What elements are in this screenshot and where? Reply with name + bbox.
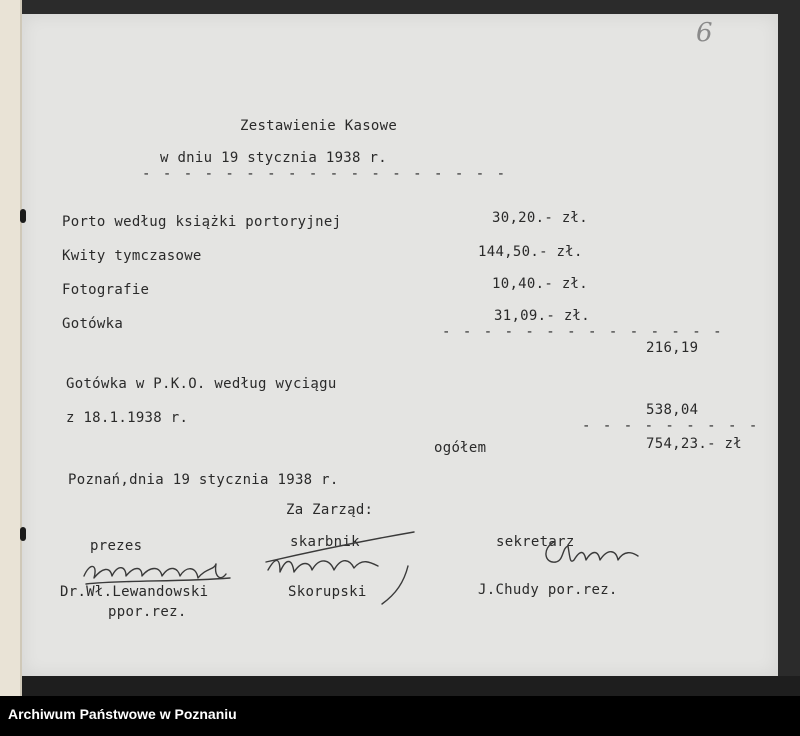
row-amount: 144,50.- zł.: [478, 244, 583, 260]
signatory-rank: ppor.rez.: [108, 604, 187, 620]
page-number: 6: [696, 18, 713, 48]
pko-date-line: z 18.1.1938 r.: [66, 410, 189, 426]
document-page: [22, 14, 778, 676]
scan-background: [22, 676, 800, 696]
divider-dashes: - - - - - - - - -: [582, 418, 760, 434]
divider-dashes: - - - - - - - - - - - - - -: [442, 324, 724, 340]
row-label: Fotografie: [62, 282, 150, 298]
signature: [538, 534, 648, 574]
document-title: Zestawienie Kasowe: [240, 118, 398, 134]
place-date: Poznań,dnia 19 stycznia 1938 r.: [68, 472, 339, 488]
row-amount: 10,40.- zł.: [492, 276, 589, 292]
punch-hole: [20, 527, 26, 541]
total-amount: 754,23.- zł: [646, 436, 743, 452]
left-paper-strip: [0, 0, 22, 696]
row-label: Porto według książki portoryjnej: [62, 214, 342, 230]
signatory-name: Skorupski: [288, 584, 367, 600]
row-amount: 31,09.- zł.: [494, 308, 591, 324]
signatory-role: prezes: [90, 538, 143, 554]
date-line: w dniu 19 stycznia 1938 r.: [160, 150, 387, 166]
total-label: ogółem: [434, 440, 487, 456]
row-label: Gotówka: [62, 316, 124, 332]
punch-hole: [20, 209, 26, 223]
pko-line: Gotówka w P.K.O. według wyciągu: [66, 376, 337, 392]
row-amount: 30,20.- zł.: [492, 210, 589, 226]
signatory-role: skarbnik: [290, 534, 360, 550]
archive-label: Archiwum Państwowe w Poznaniu: [8, 706, 237, 722]
pko-amount: 538,04: [646, 402, 699, 418]
archive-footer: [0, 696, 800, 736]
signatory-name: Dr.Wł.Lewandowski: [60, 584, 209, 600]
divider-dashes: - - - - - - - - - - - - - - - - - -: [142, 166, 508, 182]
board-label: Za Zarząd:: [286, 502, 374, 518]
signatory-role: sekretarz: [496, 534, 575, 550]
subtotal-amount: 216,19: [646, 340, 699, 356]
row-label: Kwity tymczasowe: [62, 248, 202, 264]
signatory-name: J.Chudy por.rez.: [478, 582, 618, 598]
